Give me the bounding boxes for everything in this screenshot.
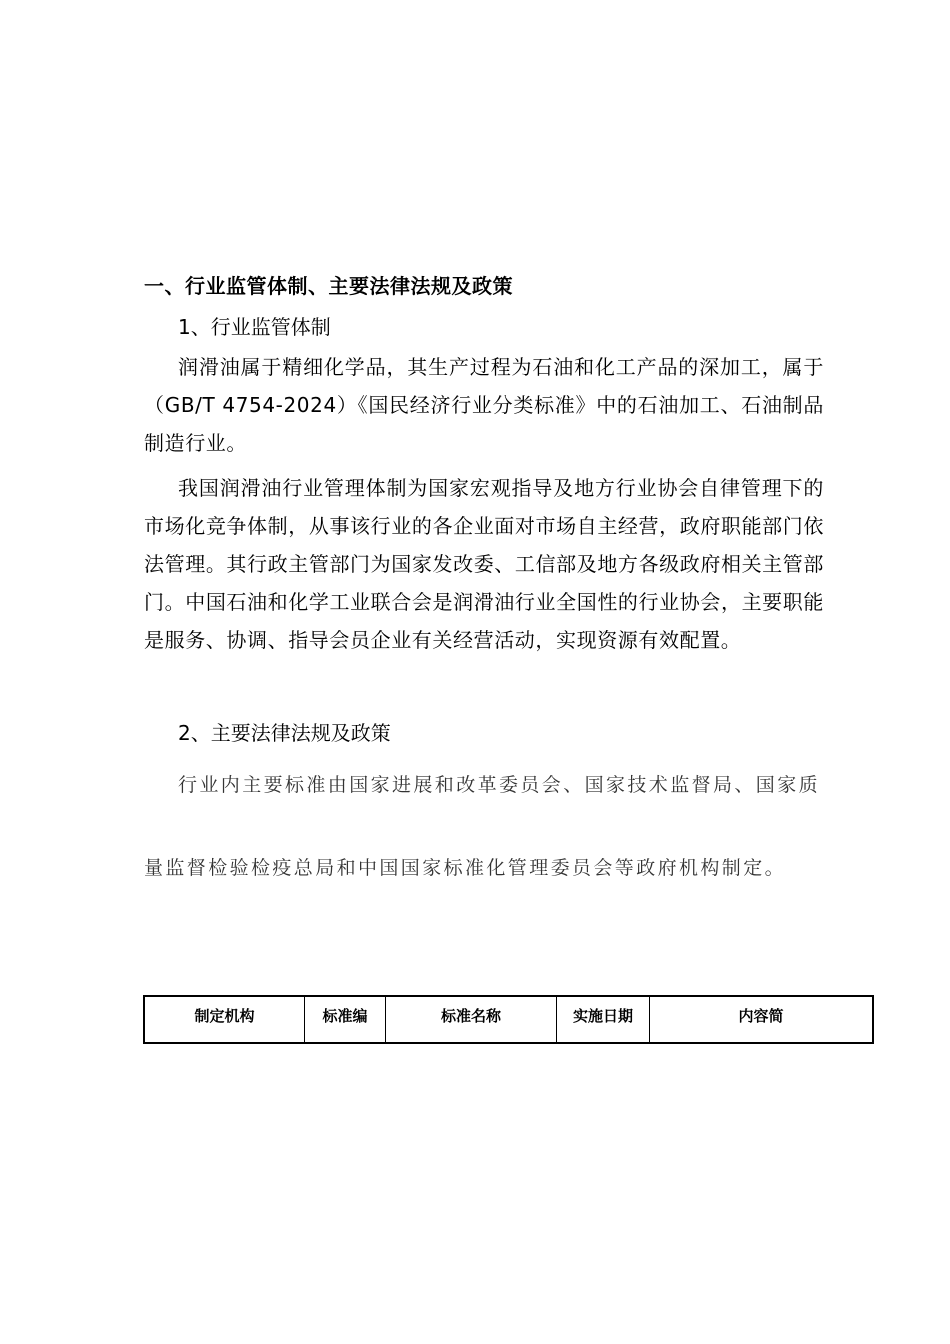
table-header-cell: 实施日期 — [557, 996, 650, 1043]
section1-paragraph-2: 我国润滑油行业管理体制为国家宏观指导及地方行业协会自律管理下的市场化竞争体制，从事该行业的各企业面对市场自主经营，政府职能部门依法管理。其行政主管部门为国家发改委、工信部及地方各级政府相关主管部门。中国石油和化学工业联合会是润滑油行业全国性的行业协会，主要职能是服务、协调、指导会员企业有关经营活动，实现资源有效配置。 — [144, 476, 824, 652]
table-header-cell: 标准编 — [305, 996, 386, 1043]
section1-paragraph-1: 润滑油属于精细化学品，其生产过程为石油和化工产品的深加工，属于（GB/T 4754-2024）《国民经济行业分类标准》中的石油加工、石油制品制造行业。 — [144, 355, 824, 455]
standards-table — [143, 995, 874, 1044]
section1-title: 1、行业监管体制 — [178, 315, 331, 339]
table-header-cell: 内容简 — [650, 996, 874, 1043]
section2-title: 2、主要法律法规及政策 — [178, 721, 391, 745]
table-header-row — [144, 996, 873, 1043]
table-header-cell: 标准名称 — [386, 996, 557, 1043]
section2-paragraph-1: 行业内主要标准由国家进展和改革委员会、国家技术监督局、国家质量监督检验检疫总局和中国国家标准化管理委员会等政府机构制定。 — [144, 774, 821, 879]
table-header-cell: 制定机构 — [144, 996, 305, 1043]
section-heading: 一、行业监管体制、主要法律法规及政策 — [144, 274, 513, 298]
